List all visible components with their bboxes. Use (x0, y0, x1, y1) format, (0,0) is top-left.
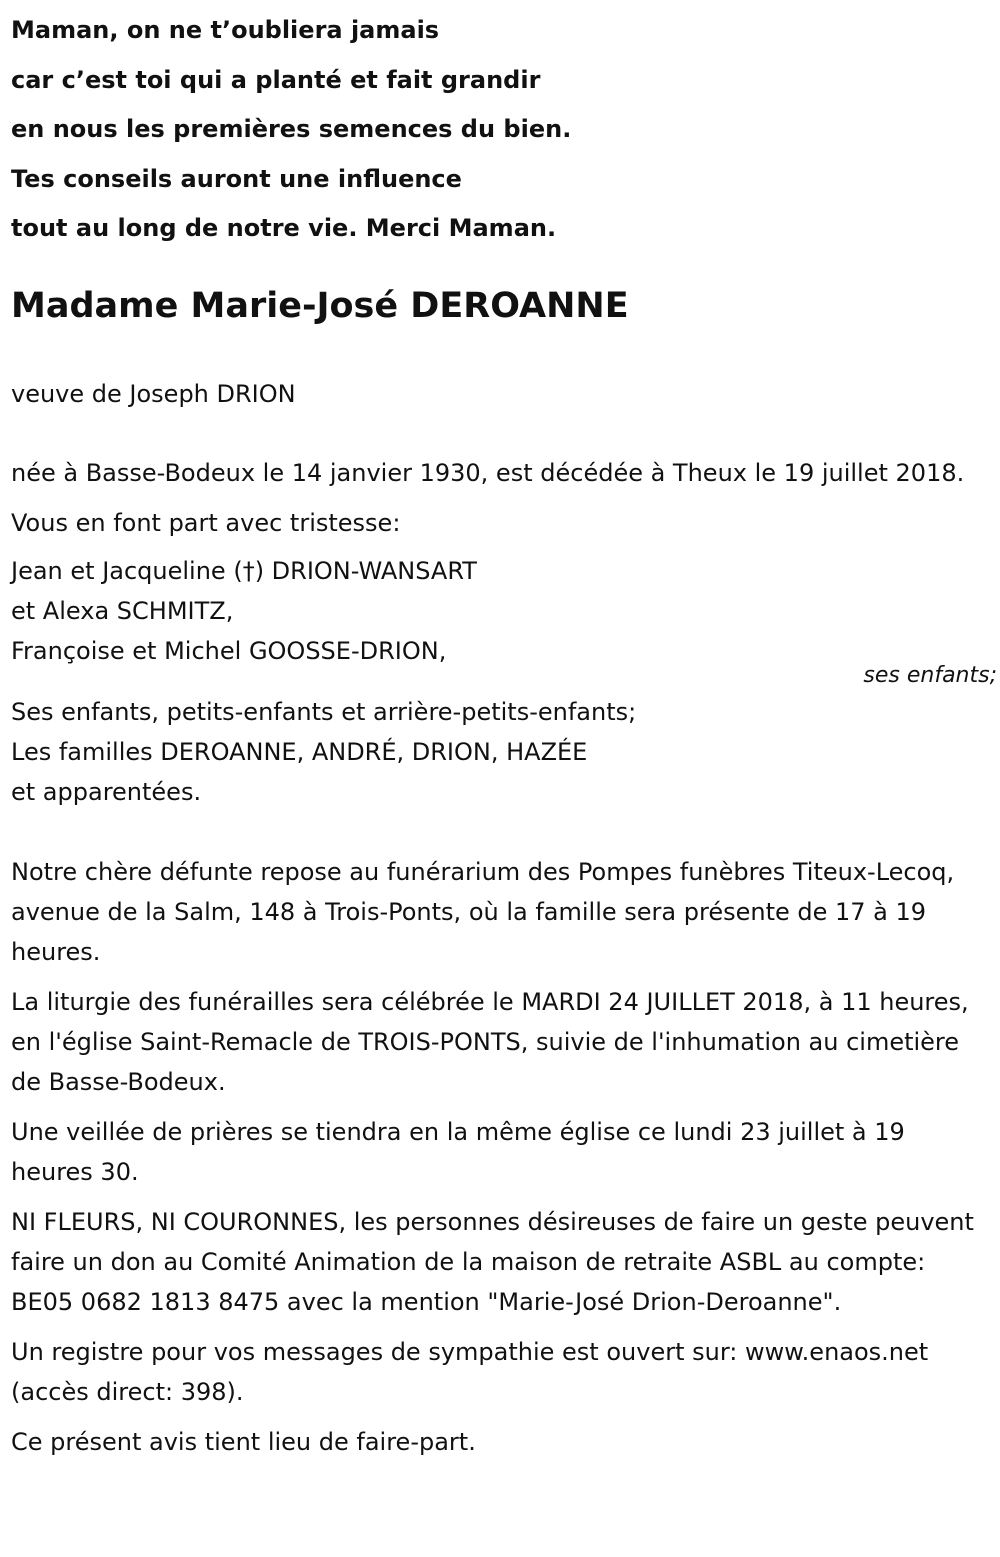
children-role-label: ses enfants; (863, 662, 997, 688)
children-block (11, 551, 997, 688)
poem-line: Maman, on ne t’oubliera jamais (11, 16, 440, 44)
repose-paragraph: Notre chère défunte repose au funérarium des Pompes funèbres Titeux-Lecoq, avenue de la Salm, 148 à Trois-Ponts, où la famille sera présente de 17 à 19 heures. (11, 857, 955, 966)
poem-line: Tes conseils auront une influence (11, 164, 462, 193)
birth-death-paragraph: née à Basse-Bodeux le 14 janvier 1930, est décédée à Theux le 19 juillet 2018. (11, 458, 965, 487)
relatives-line: Les familles DEROANNE, ANDRÉ, DRION, HAZÉE (11, 737, 588, 766)
closing-line: Ce présent avis tient lieu de faire-part. (11, 1427, 476, 1456)
funeral-paragraph: La liturgie des funérailles sera célébrée le MARDI 24 JUILLET 2018, à 11 heures, en l'église Saint-Remacle de TROIS-PONTS, suivie de l'inhumation au cimetière de Basse-Bodeux. (11, 987, 969, 1096)
child-entry: Jean et Jacqueline (†) DRION-WANSART (11, 556, 477, 585)
poem-line: en nous les premières semences du bien. (11, 115, 572, 143)
child-entry: Françoise et Michel GOOSSE-DRION, (11, 636, 447, 665)
child-entry: et Alexa SCHMITZ, (11, 596, 234, 625)
widow-line: veuve de Joseph DRION (11, 379, 296, 408)
memorial-poem (11, 0, 988, 254)
relatives-line: Ses enfants, petits-enfants et arrière-petits-enfants; (11, 697, 637, 726)
announcement-line: Vous en font part avec tristesse: (11, 508, 401, 537)
poem-line: car c’est toi qui a planté et fait grandir (11, 65, 541, 94)
relatives-line: et apparentées. (11, 777, 202, 806)
relatives-block (11, 692, 988, 812)
vigil-paragraph: Une veillée de prières se tiendra en la même église ce lundi 23 juillet à 19 heures 30. (11, 1117, 905, 1186)
registry-paragraph: Un registre pour vos messages de sympathie est ouvert sur: www.enaos.net (accès direct: 398). (11, 1337, 929, 1406)
flowers-donation-paragraph: NI FLEURS, NI COURONNES, les personnes désireuses de faire un geste peuvent faire un don au Comité Animation de la maison de retraite ASBL au compte: BE05 0682 1813 8475 avec la mention "Marie-José Drion-Deroanne". (11, 1207, 974, 1316)
poem-line: tout au long de notre vie. Merci Maman. (11, 214, 557, 242)
deceased-name: Madame Marie-José DEROANNE (11, 285, 629, 326)
